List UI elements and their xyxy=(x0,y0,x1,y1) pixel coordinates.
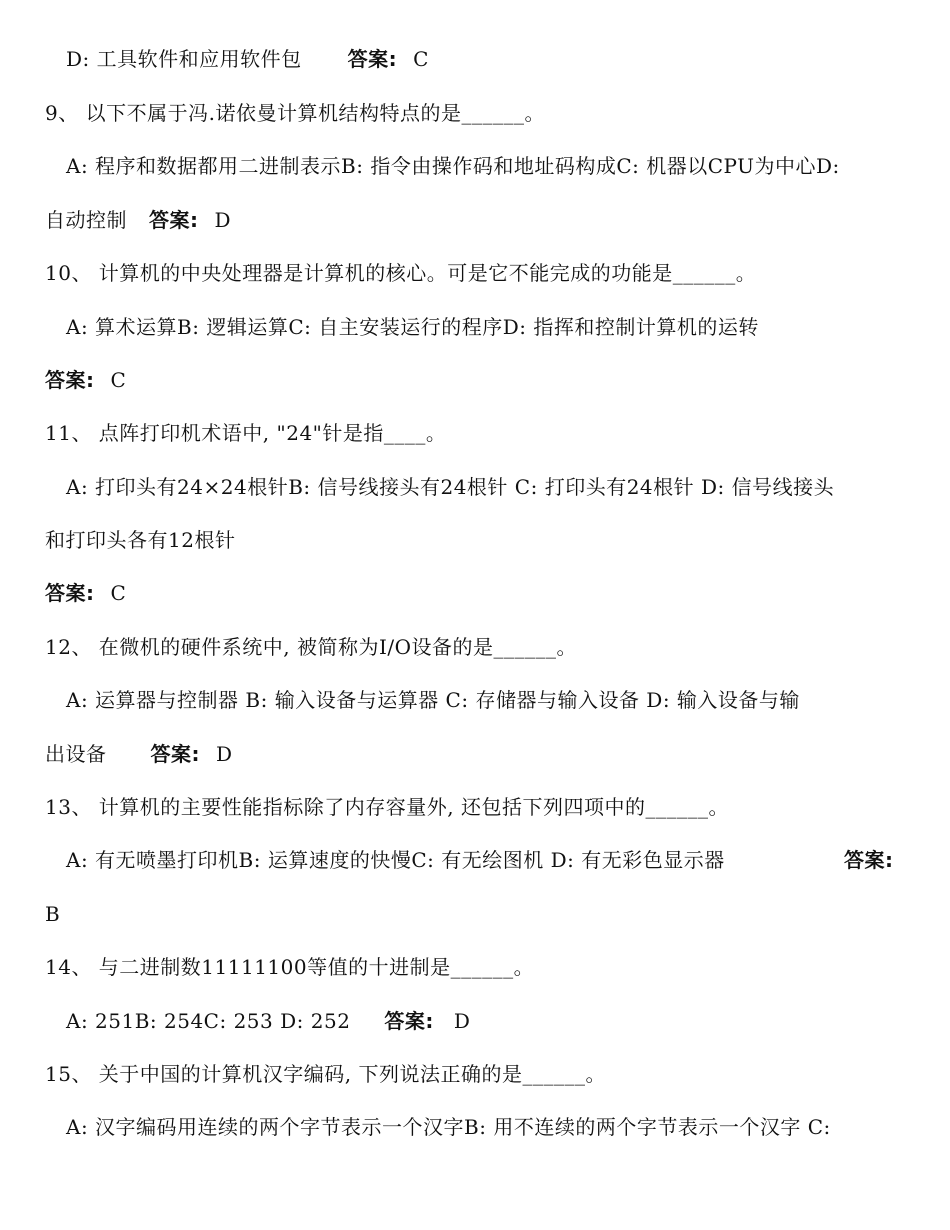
option-continuation xyxy=(0,527,950,553)
option-text: 和打印头各有12根针 xyxy=(45,528,236,552)
option-text: A: 打印头有24×24根针B: 信号线接头有24根针 C: 打印头有24根针 D: 信号线接头 xyxy=(66,475,835,499)
answer-label: 答案: xyxy=(347,47,398,71)
answer-value: C xyxy=(413,47,429,71)
answer-label: 答案: xyxy=(384,1009,434,1033)
answer-value: D xyxy=(216,742,233,766)
option-line xyxy=(0,474,950,500)
option-line xyxy=(0,1114,950,1140)
answer-label: 答案: xyxy=(149,208,199,232)
option-text: A: 运算器与控制器 B: 输入设备与运算器 C: 存储器与输入设备 D: 输入设备与输 xyxy=(66,688,800,712)
question-line xyxy=(0,794,950,820)
answer-label: 答案: xyxy=(844,848,894,872)
question-text: 10、 计算机的中央处理器是计算机的核心。可是它不能完成的功能是______。 xyxy=(45,261,757,285)
option-text: A: 程序和数据都用二进制表示B: 指令由操作码和地址码构成C: 机器以CPU为中心D: xyxy=(66,154,840,178)
option-line xyxy=(0,847,950,873)
question-line xyxy=(0,634,950,660)
question-text: 9、 以下不属于冯.诺依曼计算机结构特点的是______。 xyxy=(45,101,545,125)
option-text: A: 有无喷墨打印机B: 运算速度的快慢C: 有无绘图机 D: 有无彩色显示器 xyxy=(66,848,725,872)
option-text: 出设备 xyxy=(45,742,107,766)
question-line xyxy=(0,100,950,126)
option-continuation xyxy=(0,207,950,233)
answer-line xyxy=(0,367,950,393)
option-text: A: 汉字编码用连续的两个字节表示一个汉字B: 用不连续的两个字节表示一个汉字 C: xyxy=(66,1115,831,1139)
option-continuation xyxy=(0,741,950,767)
question-text: 11、 点阵打印机术语中, "24"针是指____。 xyxy=(45,421,447,445)
question-line xyxy=(0,954,950,980)
answer-label: 答案: xyxy=(45,368,95,392)
option-text: A: 251B: 254C: 253 D: 252 xyxy=(66,1009,351,1033)
question-text: 14、 与二进制数11111100等值的十进制是______。 xyxy=(45,955,535,979)
option-text: D: 工具软件和应用软件包 xyxy=(66,47,302,71)
question-line xyxy=(0,260,950,286)
question-line xyxy=(0,420,950,446)
answer-label: 答案: xyxy=(45,581,95,605)
option-text: 自动控制 xyxy=(45,208,127,232)
option-text: A: 算术运算B: 逻辑运算C: 自主安装运行的程序D: 指挥和控制计算机的运转 xyxy=(66,315,759,339)
answer-label: 答案: xyxy=(150,742,200,766)
option-line xyxy=(0,153,950,179)
option-line xyxy=(0,46,950,72)
answer-value: D xyxy=(453,1009,471,1033)
option-line xyxy=(0,314,950,340)
answer-value: D xyxy=(214,208,232,232)
answer-value: C xyxy=(110,368,127,392)
option-line xyxy=(0,687,950,713)
answer-line xyxy=(0,901,950,927)
question-text: 15、 关于中国的计算机汉字编码, 下列说法正确的是______。 xyxy=(45,1062,607,1086)
question-text: 13、 计算机的主要性能指标除了内存容量外, 还包括下列四项中的______。 xyxy=(45,795,730,819)
question-text: 12、 在微机的硬件系统中, 被简称为I/O设备的是______。 xyxy=(45,635,578,659)
option-line xyxy=(0,1008,950,1034)
answer-line xyxy=(0,580,950,606)
answer-value: C xyxy=(110,581,127,605)
answer-value: B xyxy=(45,902,61,926)
question-line xyxy=(0,1061,950,1087)
